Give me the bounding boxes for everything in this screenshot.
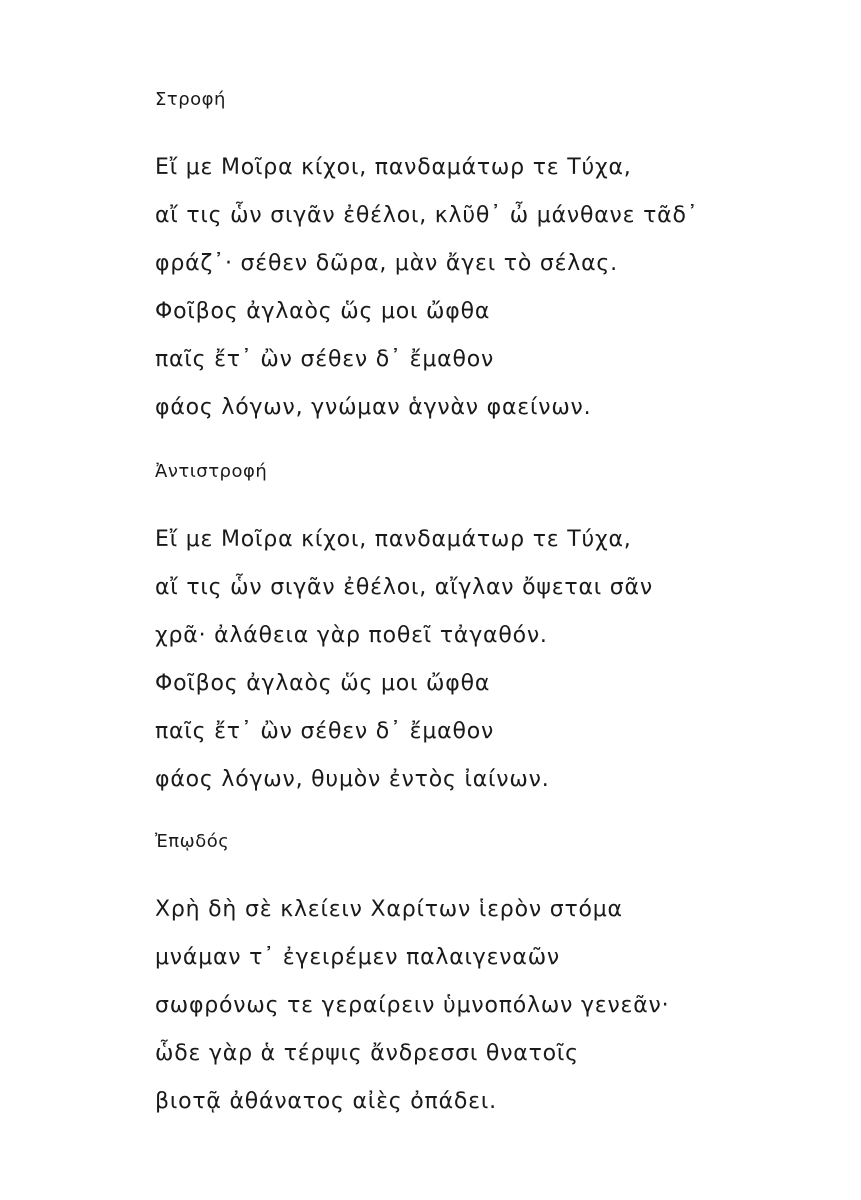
verse-line: χρᾶ· ἀλάθεια γὰρ ποθεῖ τἀγαθόν. [155, 623, 548, 648]
verse-line: αἴ τις ὧν σιγᾶν ἐθέλοι, αἴγλαν ὄψεται σᾶν [155, 575, 653, 600]
verse-line: μνάμαν τ᾽ ἐγειρέμεν παλαιγεναῶν [155, 945, 561, 970]
section-title: Στροφή [155, 89, 226, 110]
verse-line: φάος λόγων, γνώμαν ἁγνὰν φαείνων. [155, 395, 592, 420]
verse-line: Εἴ με Μοῖρα κίχοι, πανδαμάτωρ τε Τύχα, [155, 527, 632, 552]
verse-line: αἴ τις ὧν σιγᾶν ἐθέλοι, κλῦθ᾽ ὦ μάνθανε τᾶδ᾽ [155, 203, 699, 228]
verse-line: ὧδε γὰρ ἁ τέρψις ἄνδρεσσι θνατοῖς [155, 1041, 579, 1066]
verse-line: βιοτᾷ ἀθάνατος αἰὲς ὀπάδει. [155, 1089, 497, 1114]
verse-line: παῖς ἔτ᾽ ὢν σέθεν δ᾽ ἔμαθον [155, 347, 495, 372]
section-strophe [155, 88, 835, 432]
verse-line: φάος λόγων, θυμὸν ἐντὸς ἰαίνων. [155, 767, 550, 792]
section-epode [155, 830, 835, 1126]
verse-block [155, 144, 835, 432]
verse-line: Χρὴ δὴ σὲ κλείειν Χαρίτων ἱερὸν στόμα [155, 897, 623, 922]
verse-block [155, 886, 835, 1126]
verse-line: Φοῖβος ἀγλαὸς ὥς μοι ὤφθα [155, 671, 491, 696]
verse-line: σωφρόνως τε γεραίρειν ὑμνοπόλων γενεᾶν· [155, 993, 670, 1018]
verse-line: Φοῖβος ἀγλαὸς ὥς μοι ὤφθα [155, 299, 491, 324]
section-title: Ἀντιστροφή [155, 461, 268, 482]
section-antistrophe [155, 460, 835, 804]
verse-line: Εἴ με Μοῖρα κίχοι, πανδαμάτωρ τε Τύχα, [155, 155, 632, 180]
section-title: Ἐπῳδός [155, 831, 230, 852]
verse-line: φράζ᾽· σέθεν δῶρα, μὰν ἄγει τὸ σέλας. [155, 251, 618, 276]
verse-line: παῖς ἔτ᾽ ὢν σέθεν δ᾽ ἔμαθον [155, 719, 495, 744]
verse-block [155, 516, 835, 804]
